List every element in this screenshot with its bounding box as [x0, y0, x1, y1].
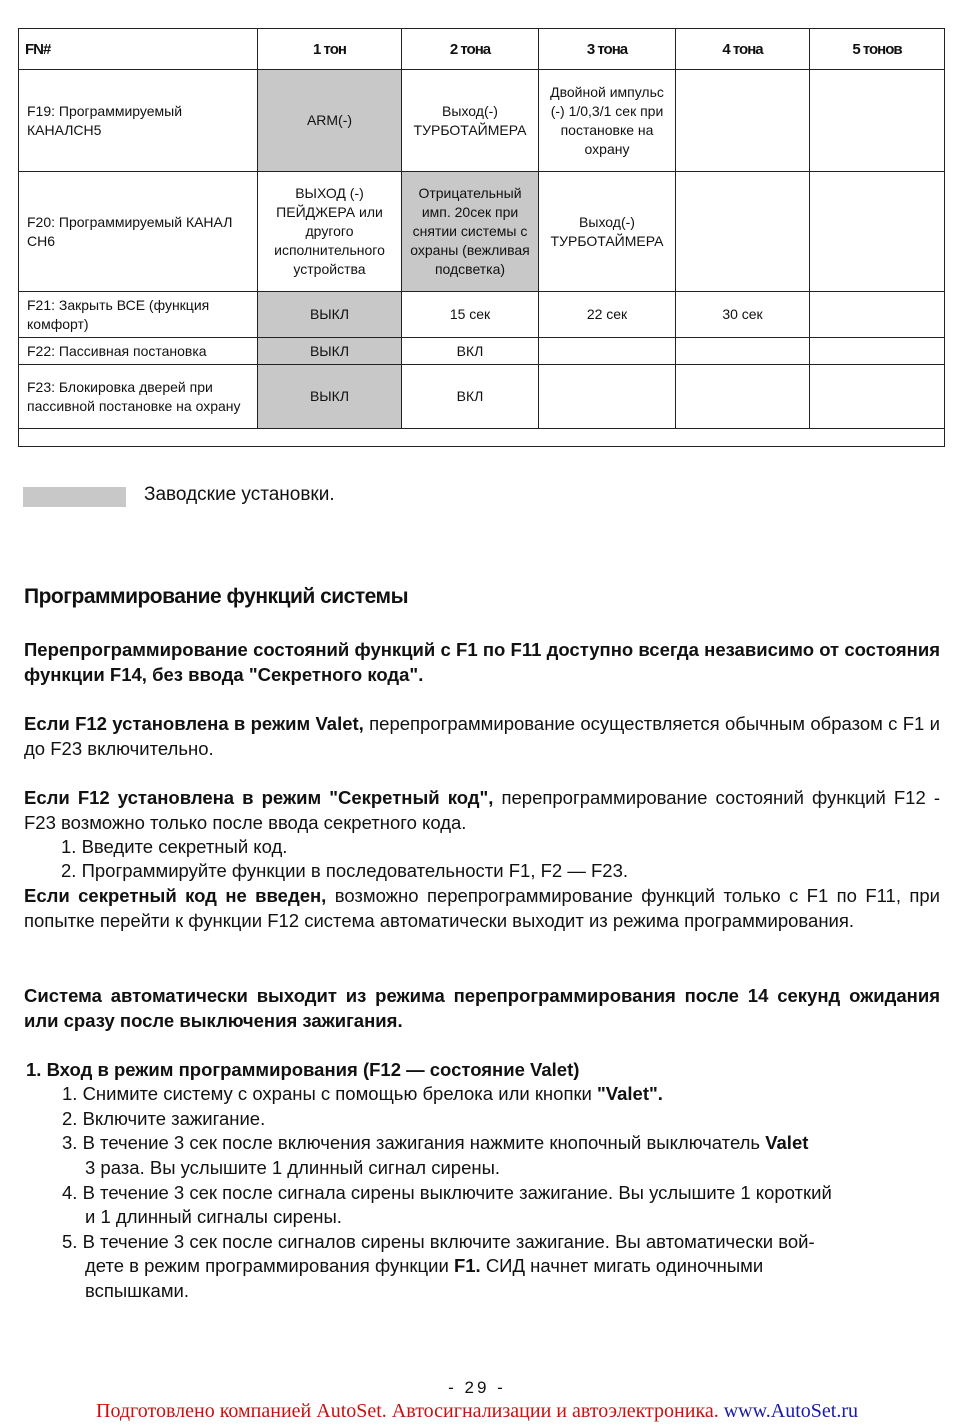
row-function-name: F19: Программируемый КАНАЛСН5: [19, 70, 258, 172]
step-bold: F1.: [453, 1255, 481, 1276]
paragraph-bold-lead: Если F12 установлена в режим "Секретный код",: [24, 787, 494, 808]
step-3-continued: 3 раза. Вы услышите 1 длинный сигнал сирены.: [85, 1157, 501, 1178]
paragraph-text: перепрограммирование состояний функций F12 - F23 возможно только после ввода секретного кода.: [24, 787, 940, 833]
row-function-name: F22: Пассивная постановка: [19, 338, 258, 365]
legend-text: Заводские установки.: [144, 484, 335, 505]
table-cell: ВКЛ: [402, 365, 539, 429]
step-bold: "Valet".: [597, 1083, 663, 1104]
table-cell: Выход(-) ТУРБОТАЙМЕРА: [402, 70, 539, 172]
header-tone-1: 1 тон: [258, 29, 402, 70]
paragraph-no-secret-code: [24, 884, 940, 933]
paragraph-secret-code-mode: [24, 786, 940, 835]
header-tone-4: 4 тона: [676, 29, 810, 70]
paragraph-bold-lead: Если F12 установлена в режим Valet,: [24, 713, 364, 734]
footer-text: Подготовлено компанией AutoSet. Автосигнализации и автоэлектроника.: [96, 1400, 719, 1422]
function-settings-table: [18, 28, 945, 447]
table-cell: ВЫХОД (-) ПЕЙДЖЕРА или другого исполнительного устройства: [258, 172, 402, 292]
table-cell: ВЫКЛ: [258, 338, 402, 365]
step-text: 3. В течение 3 сек после включения зажигания нажмите кнопочный выключатель: [62, 1132, 761, 1153]
section-title: Программирование функций системы: [24, 585, 409, 608]
table-cell: 15 сек: [402, 292, 539, 338]
paragraph-auto-exit: Система автоматически выходит из режима перепрограммирования после 14 секунд ожидания или сразу после выключения зажигания.: [24, 985, 940, 1031]
row-function-name: F20: Программируемый КАНАЛ СН6: [19, 172, 258, 292]
table-cell: [539, 365, 676, 429]
paragraph-bold-lead: Если секретный код не введен,: [24, 885, 327, 906]
header-tone-5: 5 тонов: [810, 29, 945, 70]
header-fn: FN#: [19, 29, 258, 70]
paragraph-valet-mode: [24, 712, 940, 761]
table-cell: 30 сек: [676, 292, 810, 338]
row-function-name: F23: Блокировка дверей при пассивной постановке на охрану: [19, 365, 258, 429]
table-cell: [676, 338, 810, 365]
row-function-name: F21: Закрыть ВСЕ (функция комфорт): [19, 292, 258, 338]
table-cell: ВКЛ: [402, 338, 539, 365]
table-cell: [810, 365, 945, 429]
table-row: [19, 365, 945, 429]
step-text: 1. Снимите систему с охраны с помощью брелока или кнопки: [62, 1083, 592, 1104]
step-5-continued: [85, 1254, 763, 1279]
step-1: [62, 1082, 663, 1107]
table-cell: [539, 338, 676, 365]
table-cell-empty: [19, 429, 945, 447]
table-cell: ARM(-): [258, 70, 402, 172]
table-row-empty: [19, 429, 945, 447]
table-cell: Отрицательный имп. 20сек при снятии системы с охраны (вежливая подсветка): [402, 172, 539, 292]
list-item: 2. Программируйте функции в последовательности F1, F2 — F23.: [61, 860, 628, 881]
step-4: 4. В течение 3 сек после сигнала сирены выключите зажигание. Вы услышите 1 короткий: [62, 1182, 832, 1203]
footer-link[interactable]: www.AutoSet.ru: [723, 1400, 858, 1422]
list-item: 1. Введите секретный код.: [61, 836, 288, 857]
table-row: [19, 172, 945, 292]
step-text: дете в режим программирования функции: [85, 1255, 449, 1276]
step-bold: Valet: [765, 1132, 809, 1153]
paragraph-text: возможно перепрограммирование функций только с F1 по F11, при попытке перейти к функции F12 система автоматически выходит из режима программирования.: [24, 885, 940, 931]
header-tone-3: 3 тона: [539, 29, 676, 70]
table-cell: [676, 70, 810, 172]
table-cell: [810, 292, 945, 338]
table-cell: Двойной импульс (-) 1/0,3/1 сек при постановке на охрану: [539, 70, 676, 172]
table-cell: [810, 172, 945, 292]
table-cell: ВЫКЛ: [258, 365, 402, 429]
header-tone-2: 2 тона: [402, 29, 539, 70]
page-number: - 29 -: [448, 1378, 506, 1397]
table-cell: [810, 70, 945, 172]
table-cell: 22 сек: [539, 292, 676, 338]
footer: [0, 1400, 954, 1423]
step-3: [62, 1131, 808, 1156]
table-row: [19, 338, 945, 365]
table-cell: Выход(-) ТУРБОТАЙМЕРА: [539, 172, 676, 292]
table-cell: [810, 338, 945, 365]
table-header-row: [19, 29, 945, 70]
step-2: 2. Включите зажигание.: [62, 1108, 266, 1129]
table-cell: [676, 172, 810, 292]
table-row: [19, 292, 945, 338]
step-5-continued-2: вспышками.: [85, 1280, 190, 1301]
factory-default-swatch: [23, 487, 126, 507]
table-row: [19, 70, 945, 172]
step-4-continued: и 1 длинный сигналы сирены.: [85, 1206, 342, 1227]
step-5: 5. В течение 3 сек после сигналов сирены включите зажигание. Вы автоматически вой-: [62, 1231, 815, 1252]
paragraph-text: перепрограммирование осуществляется обычным образом с F1 и до F23 включительно.: [24, 713, 941, 759]
paragraph-always-available: Перепрограммирование состояний функций с F1 по F11 доступно всегда независимо от состояния функции F14, без ввода "Секретного кода".: [24, 639, 940, 685]
table-cell: [676, 365, 810, 429]
step-text: СИД начнет мигать одиночными: [485, 1255, 764, 1276]
step-heading: 1. Вход в режим программирования (F12 — состояние Valet): [26, 1059, 580, 1080]
table-cell: ВЫКЛ: [258, 292, 402, 338]
